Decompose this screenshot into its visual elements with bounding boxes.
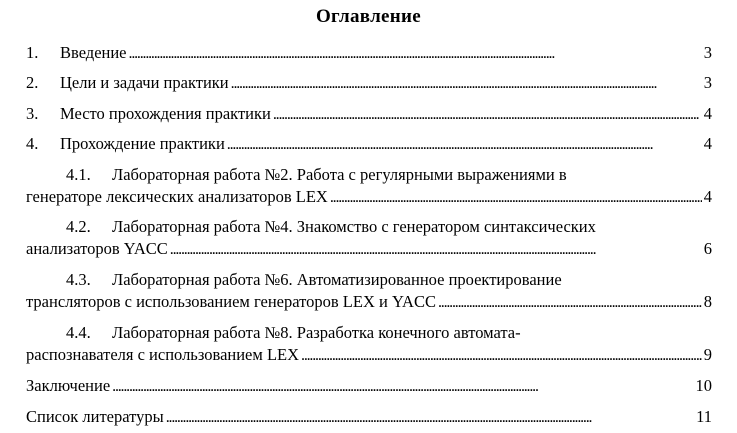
- toc-title: Оглавление: [315, 6, 422, 27]
- toc-entry-references[interactable]: [26, 406, 712, 429]
- toc-entry-text: распознавателя с использованием LEX: [26, 345, 300, 364]
- dot-leader: [301, 344, 702, 367]
- dot-leader: [166, 406, 694, 429]
- toc-entry-lab4-line1[interactable]: [66, 216, 596, 238]
- toc-entry-text: Место прохождения практики: [60, 104, 271, 123]
- toc-entry-text: генераторе лексических анализаторов LEX: [26, 187, 328, 206]
- toc-entry-number: 1.: [26, 43, 39, 62]
- toc-entry-lab2-line2[interactable]: [26, 186, 712, 209]
- toc-entry-conclusion[interactable]: [26, 375, 712, 398]
- dot-leader: [231, 72, 702, 95]
- toc-entry-text: Лабораторная работа №8. Разработка конечного автомата-: [112, 323, 521, 342]
- dot-leader: [112, 375, 693, 398]
- toc-entry-page: 10: [695, 376, 712, 395]
- toc-entry-page: 4: [703, 134, 712, 153]
- toc-entry-text: трансляторов с использованием генераторов LEX и YACC: [26, 292, 436, 311]
- toc-entry-page: 11: [696, 407, 712, 426]
- toc-entry-goals[interactable]: [26, 72, 712, 95]
- dot-leader: [330, 186, 702, 209]
- dot-leader: [227, 133, 702, 156]
- dot-leader: [438, 291, 702, 314]
- toc-entry-text: Цели и задачи практики: [60, 73, 229, 92]
- toc-entry-page: 6: [703, 239, 712, 258]
- toc-entry-practice[interactable]: [26, 133, 712, 156]
- dot-leader: [129, 42, 702, 65]
- toc-entry-text: Лабораторная работа №2. Работа с регулярными выражениями в: [112, 165, 567, 184]
- toc-entry-number: 4.3.: [66, 270, 91, 289]
- toc-entry-lab2-line1[interactable]: [66, 164, 567, 186]
- toc-entry-number: 2.: [26, 73, 39, 92]
- toc-entry-page: 3: [703, 73, 712, 92]
- toc-entry-number: 4.1.: [66, 165, 91, 184]
- toc-entry-page: 4: [703, 187, 712, 206]
- toc-entry-number: 4.2.: [66, 217, 91, 236]
- toc-entry-text: Прохождение практики: [60, 134, 225, 153]
- toc-entry-text: Лабораторная работа №4. Знакомство с генератором синтаксических: [112, 217, 596, 236]
- toc-entry-page: 4: [703, 104, 712, 123]
- toc-entry-lab8-line1[interactable]: [66, 322, 521, 344]
- toc-entry-number: 4.: [26, 134, 39, 153]
- dot-leader: [170, 238, 702, 261]
- toc-entry-page: 8: [703, 292, 712, 311]
- toc-entry-lab4-line2[interactable]: [26, 238, 712, 261]
- toc-entry-lab6-line2[interactable]: [26, 291, 712, 314]
- toc-entry-place[interactable]: [26, 103, 712, 126]
- dot-leader: [273, 103, 702, 126]
- toc-entry-text: Заключение: [26, 376, 111, 395]
- toc-entry-text: Введение: [60, 43, 127, 62]
- toc-entry-lab6-line1[interactable]: [66, 269, 562, 291]
- toc-entry-text: Список литературы: [26, 407, 164, 426]
- toc-entry-page: 9: [703, 345, 712, 364]
- toc-entry-text: анализаторов YACC: [26, 239, 168, 258]
- toc-entry-introduction[interactable]: [26, 42, 712, 65]
- toc-entry-page: 3: [703, 43, 712, 62]
- toc-entry-number: 4.4.: [66, 323, 91, 342]
- toc-entry-number: 3.: [26, 104, 39, 123]
- toc-entry-text: Лабораторная работа №6. Автоматизированное проектирование: [112, 270, 562, 289]
- toc-entry-lab8-line2[interactable]: [26, 344, 712, 367]
